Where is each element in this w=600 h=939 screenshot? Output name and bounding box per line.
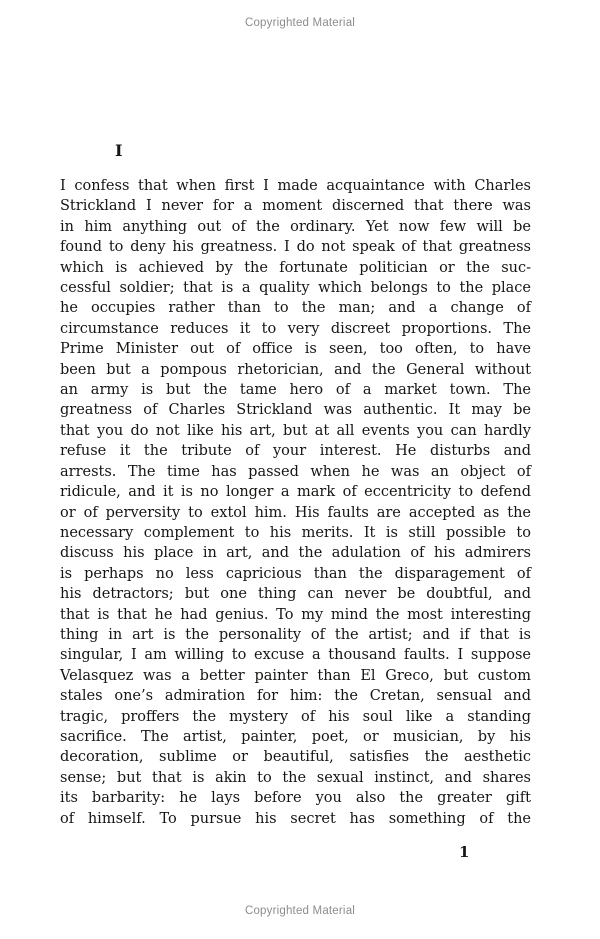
body-line: in him anything out of the ordinary. Yet now few will be — [60, 218, 531, 235]
body-line: Velasquez was a better painter than El Greco, but custom — [60, 667, 531, 684]
body-line: is perhaps no less capricious than the disparagement of — [60, 565, 531, 582]
body-line: Strickland I never for a moment discerned that there was — [60, 198, 531, 215]
body-line: which is achieved by the fortunate politician or the suc- — [60, 259, 531, 276]
body-line: circumstance reduces it to very discreet proportions. The — [60, 320, 531, 337]
body-line: his detractors; but one thing can never be doubtful, and — [60, 586, 531, 603]
copyright-notice-top: Copyrighted Material — [244, 17, 356, 29]
body-line: found to deny his greatness. I do not speak of that greatness — [60, 239, 531, 256]
body-line: decoration, sublime or beautiful, satisfies the aesthetic — [60, 749, 531, 766]
body-line: ridicule, and it is no longer a mark of eccentricity to defend — [60, 484, 531, 501]
body-line: refuse it the tribute of your interest. He disturbs and — [60, 443, 531, 460]
body-line: sacrifice. The artist, painter, poet, or musician, by his — [60, 728, 531, 745]
body-line: I confess that when first I made acquaintance with Charles — [60, 178, 531, 194]
body-line: discuss his place in art, and the adulation of his admirers — [60, 545, 531, 562]
body-text — [60, 176, 531, 829]
copyright-notice-bottom: Copyrighted Material — [244, 905, 356, 917]
body-line: its barbarity: he lays before you also the greater gift — [60, 790, 531, 807]
body-line: that is that he had genius. To my mind the most interesting — [60, 606, 531, 623]
body-line: of himself. To pursue his secret has something of the — [60, 810, 531, 827]
body-line: been but a pompous rhetorician, and the General without — [60, 361, 531, 378]
body-line: arrests. The time has passed when he was an object of — [60, 463, 531, 480]
body-line: or of perversity to extol him. His faults are accepted as the — [60, 504, 531, 521]
body-line: cessful soldier; that is a quality which belongs to the place — [60, 280, 531, 297]
body-line: sense; but that is akin to the sexual instinct, and shares — [60, 769, 531, 786]
body-line: stales one’s admiration for him: the Cretan, sensual and — [60, 688, 531, 705]
body-line: necessary complement to his merits. It is still possible to — [60, 524, 531, 541]
body-line: greatness of Charles Strickland was authentic. It may be — [60, 402, 531, 419]
chapter-number: I — [115, 141, 123, 160]
body-line: tragic, proffers the mystery of his soul like a standing — [60, 708, 531, 725]
body-line: singular, I am willing to excuse a thousand faults. I suppose — [60, 647, 531, 664]
body-line: he occupies rather than to the man; and a change of — [60, 300, 531, 317]
body-line: thing in art is the personality of the artist; and if that is — [60, 626, 531, 643]
body-line: an army is but the tame hero of a market town. The — [60, 382, 531, 399]
body-line: that you do not like his art, but at all events you can hardly — [60, 422, 531, 439]
body-line: Prime Minister out of office is seen, too often, to have — [60, 341, 531, 358]
page-number: 1 — [459, 843, 470, 861]
